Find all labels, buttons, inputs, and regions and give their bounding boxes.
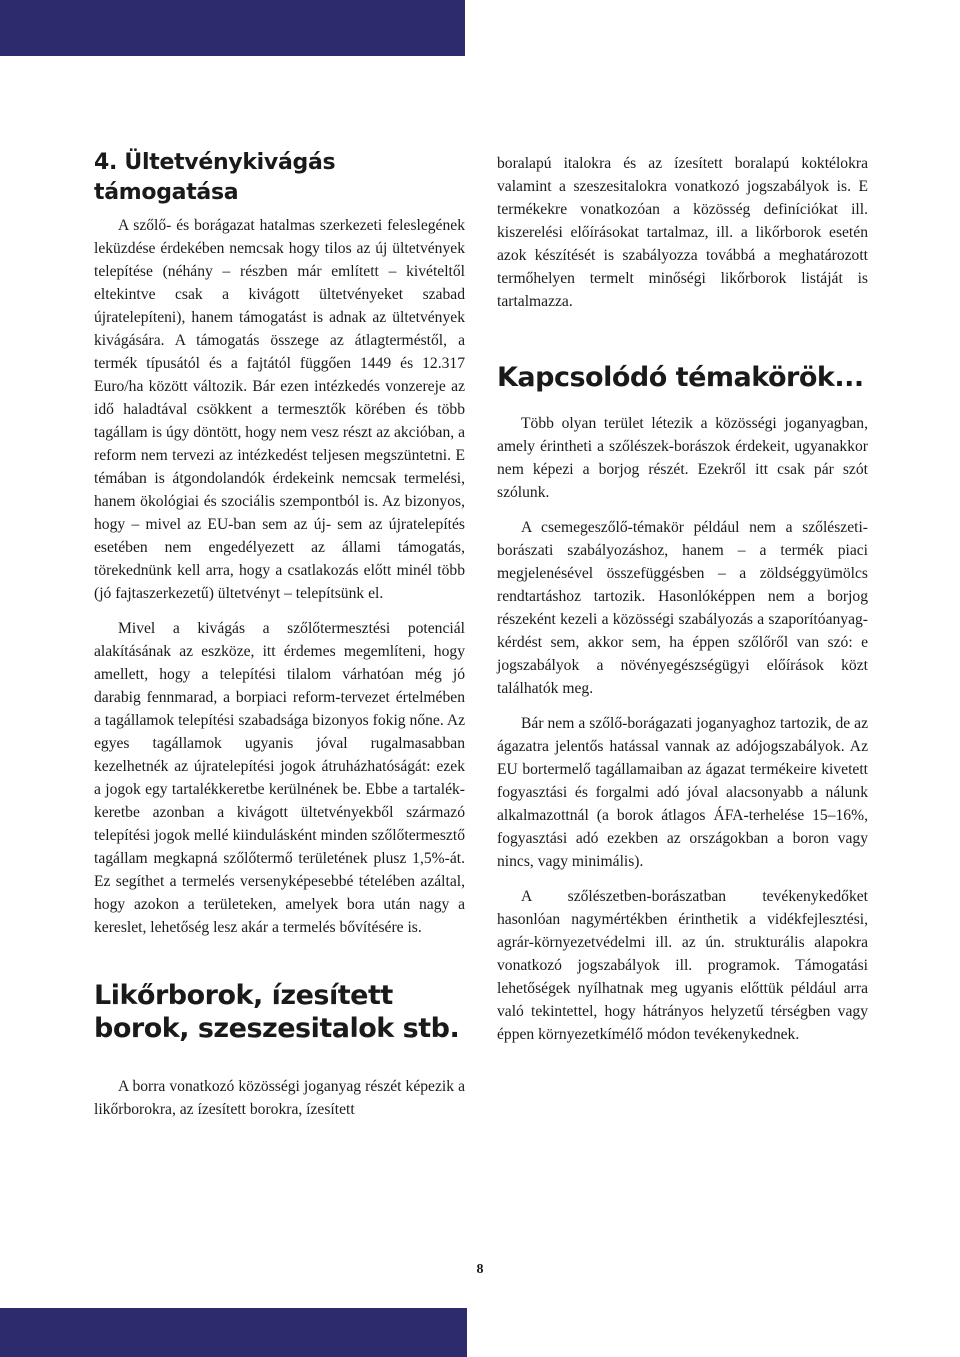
bottom-decor-bar	[0, 1308, 467, 1357]
paragraph: boralapú italokra és az ízesített boralapú koktélokra valamint a szeszesitalokra vonatkozó jogszabályok is. E termékekre vonatkozóan a közösség definíciókat ill. kiszerelési előírásokat tartalmaz, ill. a likőrborok esetén azok készítését is szabályozza továbbá a meghatározott termőhelyen termelt minőségi likőrborok listáját is tartalmazza.	[497, 155, 868, 310]
paragraph: Bár nem a szőlő-borágazati joganyaghoz tartozik, de az ágazatra jelentős hatással vannak az adójogszabályok. Az EU bortermelő tagállamaiban az ágazat termékeire kivetett fogyasztási és forgalmi adó jóval alacsonyabb a nálunk alkalmazottnál (a borok átlagos ÁFA-terhelése 15–16%, fogyasztási adó ezekben az országokban a boron vagy nincs, vagy minimális).	[497, 715, 868, 870]
paragraph: A szőlő- és borágazat hatalmas szerkezeti feleslegének leküzdése érdekében nemcsak hogy tilos az új ültetvények telepítése (néhány – részben már említett – kivételtől eltekintve csak a kivágott ültetvényeket szabad újratelepíteni), hanem támogatást is adnak az ültetvények kivágására. A támogatás összege az átlagterméstől, a termék típusától és a fajtától függően 1449 és 12.317 Euro/ha között változik. Bár ezen intézkedés vonzereje az idő haladtával csökkent a termesztők körében és több tagállam is úgy döntött, hogy nem vesz részt az akcióban, a reform nem tervezi az intézkedést teljesen megszüntetni. E témában is átgondolandók érdekeink nemcsak termelési, hanem ökológiai és szociális szempontból is. Az bizonyos, hogy – mivel az EU-ban sem az új- sem az újratelepítés esetében nem engedélyezett az állami támogatás, törekednünk kell arra, hogy a csatlakozás előtt minél több (jó fajtaszerkezetű) ültetvényt – telepítsünk el.	[94, 217, 465, 602]
right-column	[497, 152, 868, 1046]
paragraph: A szőlészetben-borászatban tevékenykedőket hasonlóan nagymértékben érinthetik a vidékfejlesztési, agrár-környezetvédelmi ill. az ún. strukturális alapokra vonatkozó jogszabályok ill. programok. Támogatási lehetőségek nyílhatnak meg ugyanis előttük például arra való tekintettel, hogy hátrányos helyzetű térségben vagy éppen környezetkímélő módon tevékenykednek.	[497, 888, 868, 1043]
page-number: 8	[476, 1262, 484, 1277]
top-decor-bar	[0, 0, 465, 56]
paragraph: A csemegeszőlő-témakör például nem a szőlészeti-borászati szabályozáshoz, hanem – a termék piaci megjelenésével összefüggésben – a zöldséggyümölcs rendtartáshoz tartozik. Hasonlóképpen nem a borjog részeként kezeli a közösségi szabályozás a szaporítóanyag-kérdést sem, akkor sem, ha éppen szőlőről van szó: e jogszabályok a növényegészségügyi előírások közt találhatók meg.	[497, 519, 868, 697]
paragraph: A borra vonatkozó közösségi joganyag részét képezik a likőrborokra, az ízesített borokra, ízesített	[94, 1078, 465, 1118]
paragraph: Mivel a kivágás a szőlőtermesztési potenciál alakításának az eszköze, itt érdemes megemlíteni, hogy amellett, hogy a telepítési tilalom várhatóan még jó darabig fennmarad, a borpiaci reform-tervezet értelmében a tagállamok telepítési szabadsága bizonyos fokig nőne. Az egyes tagállamok ugyanis jóval rugalmasabban kezelhetnék az újratelepítési jogok átruházhatóságát: ezek a jogok egy tartalékkeretbe kerülnének be. Ebbe a tartalék-keretbe azonban a kivágott ültetvényekből származó telepítési jogok mellé kiindulásként minden szőlőtermesztő tagállam megkapná szőlőtermő területének plusz 1,5%-át. Ez segíthet a termelés versenyképesebbé tételében azáltal, hogy azokon a területeken, amelyek bora után nagy a kereslet, lehetőség lesz akár a termelés bővítésére is.	[94, 620, 465, 936]
section-heading-vine-uprooting: 4. Ültetvénykivágás támogatása	[94, 150, 336, 205]
left-column	[94, 148, 465, 1121]
section-heading-related-topics: Kapcsolódó témakörök...	[497, 362, 864, 393]
section-heading-liqueur-wines: Likőrborok, ízesített borok, szeszesitalok stb.	[94, 980, 460, 1044]
paragraph: Több olyan terület létezik a közösségi joganyagban, amely érintheti a szőlészek-borászok érdekeit, ugyanakkor nem képezi a borjog részét. Ezekről itt csak pár szót szólunk.	[497, 415, 868, 501]
